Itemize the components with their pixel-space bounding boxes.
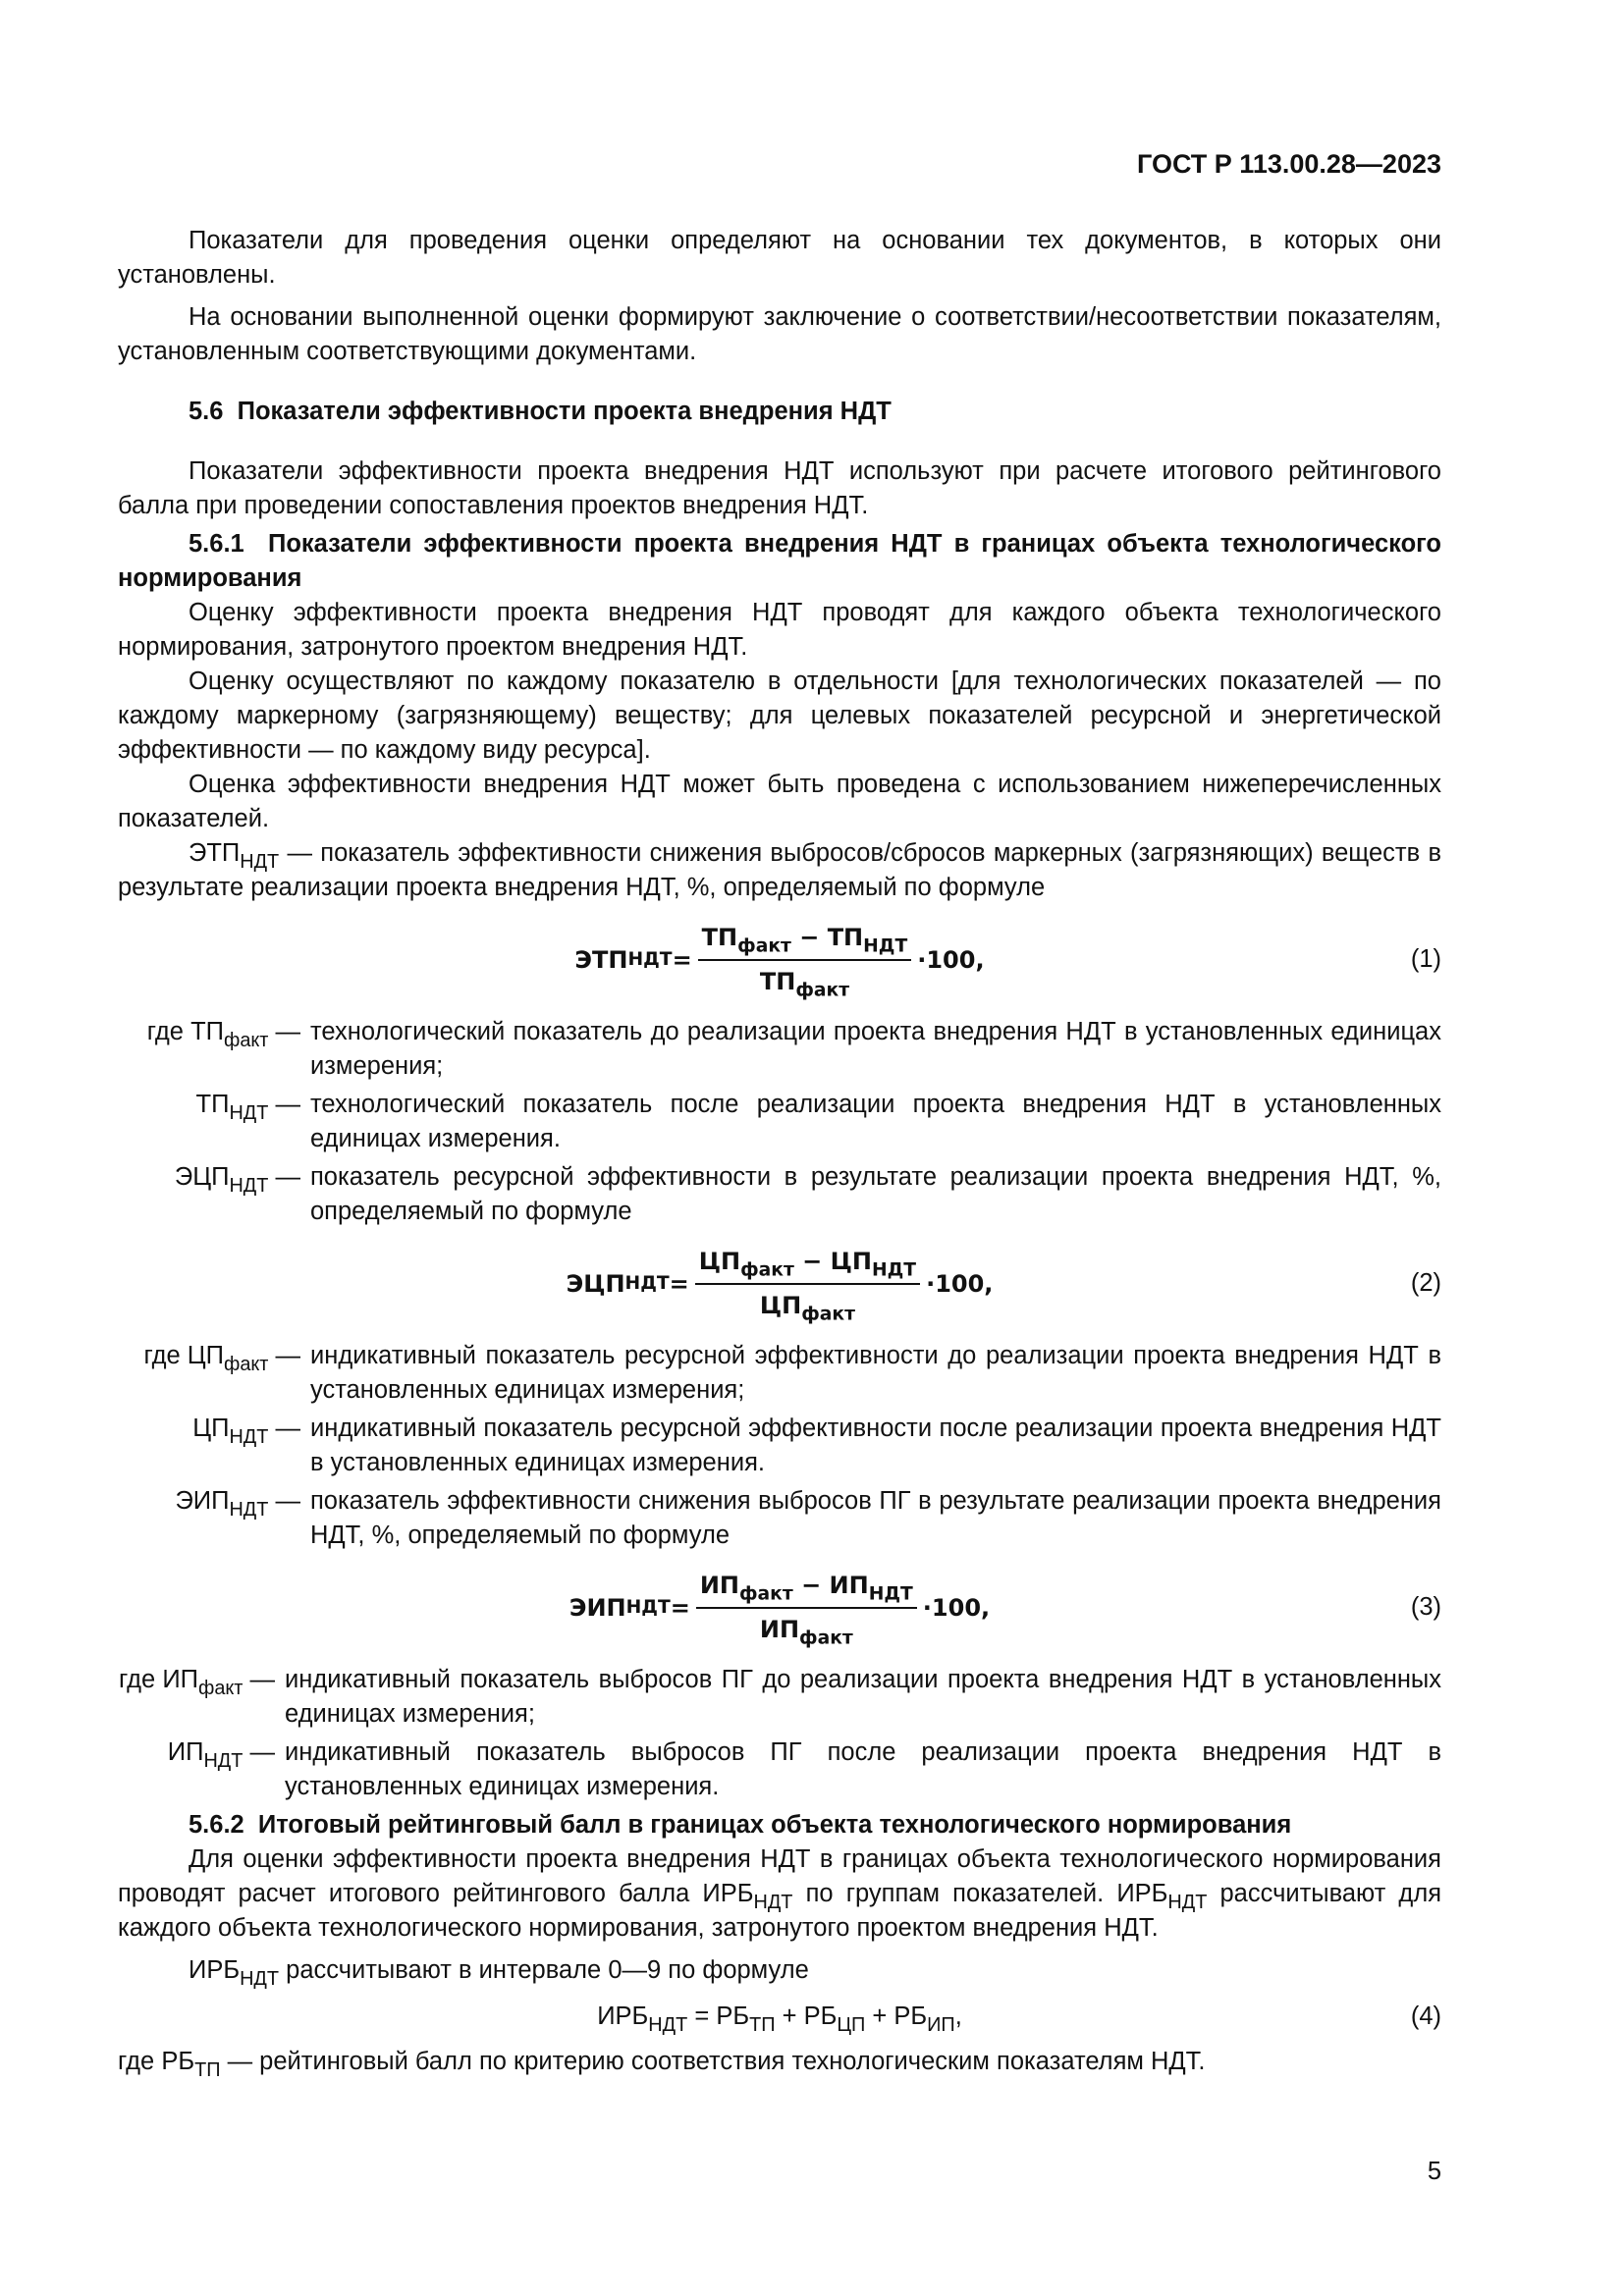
definition-description: индикативный показатель ресурсной эффективности до реализации проекта внедрения НДТ в установленных единицах измерения; (310, 1342, 1441, 1404)
definition-description: технологический показатель после реализации проекта внедрения НДТ в установленных единицах измерения. (310, 1091, 1441, 1152)
formula-1: ЭТП НДТ = $\frac{ТП_{факт} - ТП_{НДТ}}{ТП_{факт}}$ ·100, (1) (118, 905, 1441, 1015)
definition-line: где $РБ_{ТП}$ — рейтинговый балл по критерию соответствия технологическим показателям НДТ. (118, 2048, 1206, 2081)
definition-term: $ЦП_{НДТ}$ — (192, 1415, 300, 1448)
definition-term: $ЭЦП_{НДТ}$ — (174, 1163, 300, 1197)
definitions-list (118, 1339, 1441, 1553)
paragraph: На основании выполненной оценки формируют заключение о соответствии/несоответствии показателям, установленным соответствующими документами. (118, 303, 1441, 365)
definition-description: показатель эффективности снижения выбросов ПГ в результате реализации проекта внедрения НДТ, %, определяемый по формуле (310, 1487, 1441, 1549)
definition-description: индикативный показатель выбросов ПГ до реализации проекта внедрения НДТ в установленных единицах измерения; (285, 1666, 1441, 1728)
page-number: 5 (1427, 2158, 1441, 2185)
definitions-list (118, 1015, 1441, 1229)
formula-number: (2) (1410, 1269, 1441, 1297)
formula-4: $ИРБ_{НДТ} = РБ_{ТП} + РБ_{ЦП} + РБ_{ИП}$, (4) (118, 1988, 1441, 2045)
definition-term: где $ИП_{факт}$ — (119, 1666, 275, 1699)
section-number: 5.6 (189, 398, 224, 425)
fraction: $\frac{ЦП_{факт} - ЦП_{НДТ}}{ЦП_{факт}}$ (695, 1245, 920, 1323)
formula-3: ЭИП НДТ = $\frac{ИП_{факт} - ИП_{НДТ}}{ИП_{факт}}$ ·100, (3) (118, 1553, 1441, 1663)
fraction: $\frac{ИП_{факт} - ИП_{НДТ}}{ИП_{факт}}$ (696, 1569, 917, 1647)
definition-description: индикативный показатель ресурсной эффективности после реализации проекта внедрения НДТ в установленных единицах измерения. (310, 1415, 1441, 1476)
subsection-heading (118, 1808, 1441, 1842)
formula-number: (4) (1410, 2002, 1441, 2030)
paragraph: Показатели эффективности проекта внедрения НДТ используют при расчете итогового рейтингового балла при проведении сопоставления проектов внедрения НДТ. (118, 457, 1441, 519)
page-content (118, 224, 1441, 2079)
definition-term: $ИП_{НДТ}$ — (167, 1738, 275, 1772)
paragraph: $ИРБ_{НДТ}$ рассчитывают в интервале 0—9 по формуле (189, 1956, 809, 1990)
paragraph: Оценку осуществляют по каждому показателю в отдельности [для технологических показателей — по каждому маркерному (загрязняющему) веществу; для целевых показателей ресурсной и энергетической эффективности — по каждому виду ресурса]. (118, 667, 1441, 764)
paragraph: Показатели для проведения оценки определяют на основании тех документов, в которых они установлены. (118, 227, 1441, 289)
formula-number: (1) (1410, 945, 1441, 973)
definitions-list (118, 1663, 1441, 1804)
paragraph: Для оценки эффективности проекта внедрения НДТ в границах объекта технологического нормирования проводят расчет итогового рейтингового балла $ИРБ_{НДТ}$ по группам показателей. $ИРБ_{НДТ}$ рассчитывают для каждого объекта технологического нормирования, затронутого проектом внедрения НДТ. (118, 1845, 1442, 1942)
definition-description: показатель ресурсной эффективности в результате реализации проекта внедрения НДТ, %, определяемый по формуле (310, 1163, 1441, 1225)
definition-description: индикативный показатель выбросов ПГ после реализации проекта внедрения НДТ в установленных единицах измерения. (285, 1738, 1441, 1800)
formula-number: (3) (1410, 1593, 1441, 1621)
section-title: Показатели эффективности проекта внедрения НДТ (237, 398, 892, 425)
definition-description: технологический показатель до реализации проекта внедрения НДТ в установленных единицах измерения; (310, 1018, 1441, 1080)
formula-2: ЭЦП НДТ = $\frac{ЦП_{факт} - ЦП_{НДТ}}{ЦП_{факт}}$ ·100, (2) (118, 1229, 1441, 1339)
subsection-heading (118, 527, 1441, 596)
section-heading (118, 395, 1441, 429)
paragraph: Оценку эффективности проекта внедрения НДТ проводят для каждого объекта технологического нормирования, затронутого проектом внедрения НДТ. (118, 599, 1441, 661)
paragraph: $ЭТП_{НДТ}$ — показатель эффективности снижения выбросов/сбросов маркерных (загрязняющих) веществ в результате реализации проекта внедрения НДТ, %, определяемый по формуле (118, 839, 1441, 901)
fraction: $\frac{ТП_{факт} - ТП_{НДТ}}{ТП_{факт}}$ (698, 921, 912, 999)
definition-term: $ТП_{НДТ}$ — (195, 1091, 300, 1124)
paragraph: Оценка эффективности внедрения НДТ может быть проведена с использованием нижеперечисленных показателей. (118, 771, 1441, 832)
document-code: ГОСТ Р 113.00.28—2023 (1137, 149, 1441, 179)
section-number: 5.6.2 (189, 1811, 244, 1839)
section-number: 5.6.1 (189, 530, 244, 558)
section-title: Показатели эффективности проекта внедрения НДТ в границах объекта технологического нормирования (118, 530, 1442, 592)
definition-term: где $ТП_{факт}$ — (146, 1018, 300, 1051)
definition-term: $ЭИП_{НДТ}$ — (175, 1487, 300, 1521)
definition-term: где $ЦП_{факт}$ — (143, 1342, 300, 1375)
section-title: Итоговый рейтинговый балл в границах объекта технологического нормирования (257, 1811, 1292, 1839)
